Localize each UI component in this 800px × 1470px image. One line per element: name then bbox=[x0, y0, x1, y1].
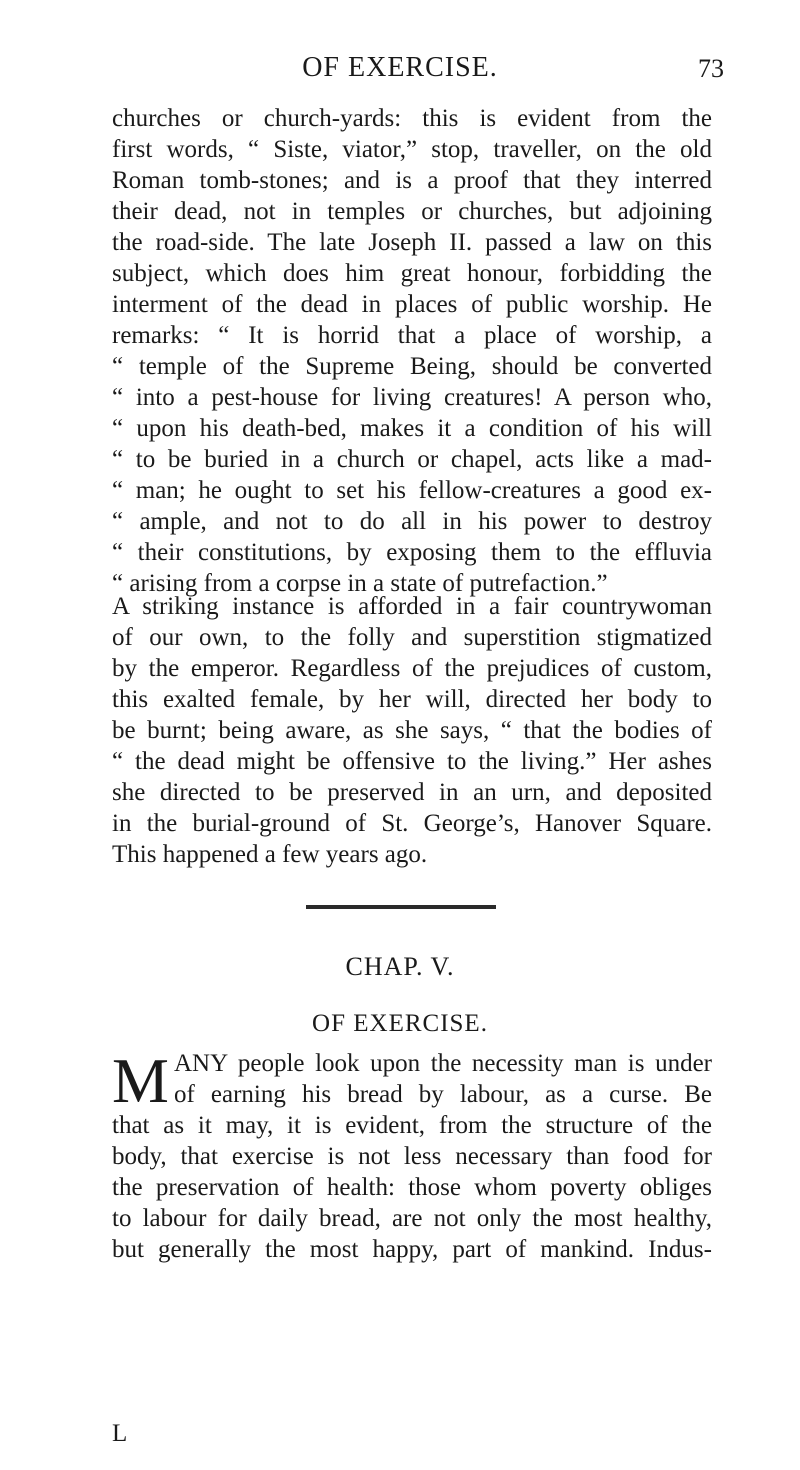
text-line: “ upon his death-bed, makes it a condition of his will bbox=[112, 415, 712, 442]
text-line: A striking instance is afforded in a fair countrywoman bbox=[112, 593, 712, 620]
text-line: of earning his bread by labour, as a curse. Be bbox=[174, 1081, 712, 1108]
text-line: the preservation of health: those whom poverty obliges bbox=[112, 1174, 712, 1201]
text-line: interment of the dead in places of public worship. He bbox=[112, 291, 712, 318]
text-line: but generally the most happy, part of mankind. Indus- bbox=[112, 1236, 712, 1263]
paragraph-continued bbox=[112, 103, 712, 599]
text-line: this exalted female, by her will, directed her body to bbox=[112, 686, 712, 713]
text-line: their dead, not in temples or churches, but adjoining bbox=[112, 198, 712, 225]
text-line: by the emperor. Regardless of the prejudices of custom, bbox=[112, 655, 712, 682]
text-line: “ to be buried in a church or chapel, acts like a mad- bbox=[112, 446, 712, 473]
text-line: be burnt; being aware, as she says, “ that the bodies of bbox=[112, 717, 712, 744]
text-line: subject, which does him great honour, forbidding the bbox=[112, 260, 712, 287]
text-line: “ into a pest-house for living creatures! A person who, bbox=[112, 384, 712, 411]
page-number: 73 bbox=[698, 54, 724, 83]
chapter-heading: CHAP. V. bbox=[345, 952, 455, 981]
text-line: “ temple of the Supreme Being, should be converted bbox=[112, 353, 712, 380]
chapter-opening-paragraph bbox=[112, 1045, 712, 1265]
text-line: “ arising from a corpse in a state of putrefaction.” bbox=[112, 570, 608, 597]
text-line: “ ample, and not to do all in his power to destroy bbox=[112, 508, 712, 535]
paragraph bbox=[112, 591, 712, 870]
text-line: “ the dead might be offensive to the living.” Her ashes bbox=[112, 748, 712, 775]
text-line: the road-side. The late Joseph II. passed a law on this bbox=[112, 229, 712, 256]
text-line: churches or church-yards: this is evident from the bbox=[112, 105, 712, 132]
running-title: OF EXERCISE. bbox=[302, 52, 498, 83]
catchword: L bbox=[112, 1420, 128, 1447]
text-line: to labour for daily bread, are not only the most healthy, bbox=[112, 1205, 712, 1232]
text-line: “ man; he ought to set his fellow-creatures a good ex- bbox=[112, 477, 712, 504]
text-line: she directed to be preserved in an urn, and deposited bbox=[112, 779, 712, 806]
text-line: of our own, to the folly and superstition stigmatized bbox=[112, 624, 712, 651]
text-line: first words, “ Siste, viator,” stop, traveller, on the old bbox=[112, 136, 712, 163]
text-line: “ their constitutions, by exposing them to the effluvia bbox=[112, 539, 712, 566]
text-line: remarks: “ It is horrid that a place of worship, a bbox=[112, 322, 712, 349]
text-line: in the burial-ground of St. George’s, Hanover Square. bbox=[112, 810, 712, 837]
text-line: Roman tomb-stones; and is a proof that they interred bbox=[112, 167, 712, 194]
running-head bbox=[0, 52, 800, 92]
drop-cap: M bbox=[112, 1045, 169, 1116]
text-line: This happened a few years ago. bbox=[112, 841, 428, 868]
text-line: that as it may, it is evident, from the structure of the bbox=[112, 1112, 712, 1139]
section-divider bbox=[306, 905, 496, 909]
chapter-title: OF EXERCISE. bbox=[312, 1010, 488, 1037]
text-line: body, that exercise is not less necessary than food for bbox=[112, 1143, 712, 1170]
text-line: ANY people look upon the necessity man is under bbox=[174, 1050, 712, 1077]
